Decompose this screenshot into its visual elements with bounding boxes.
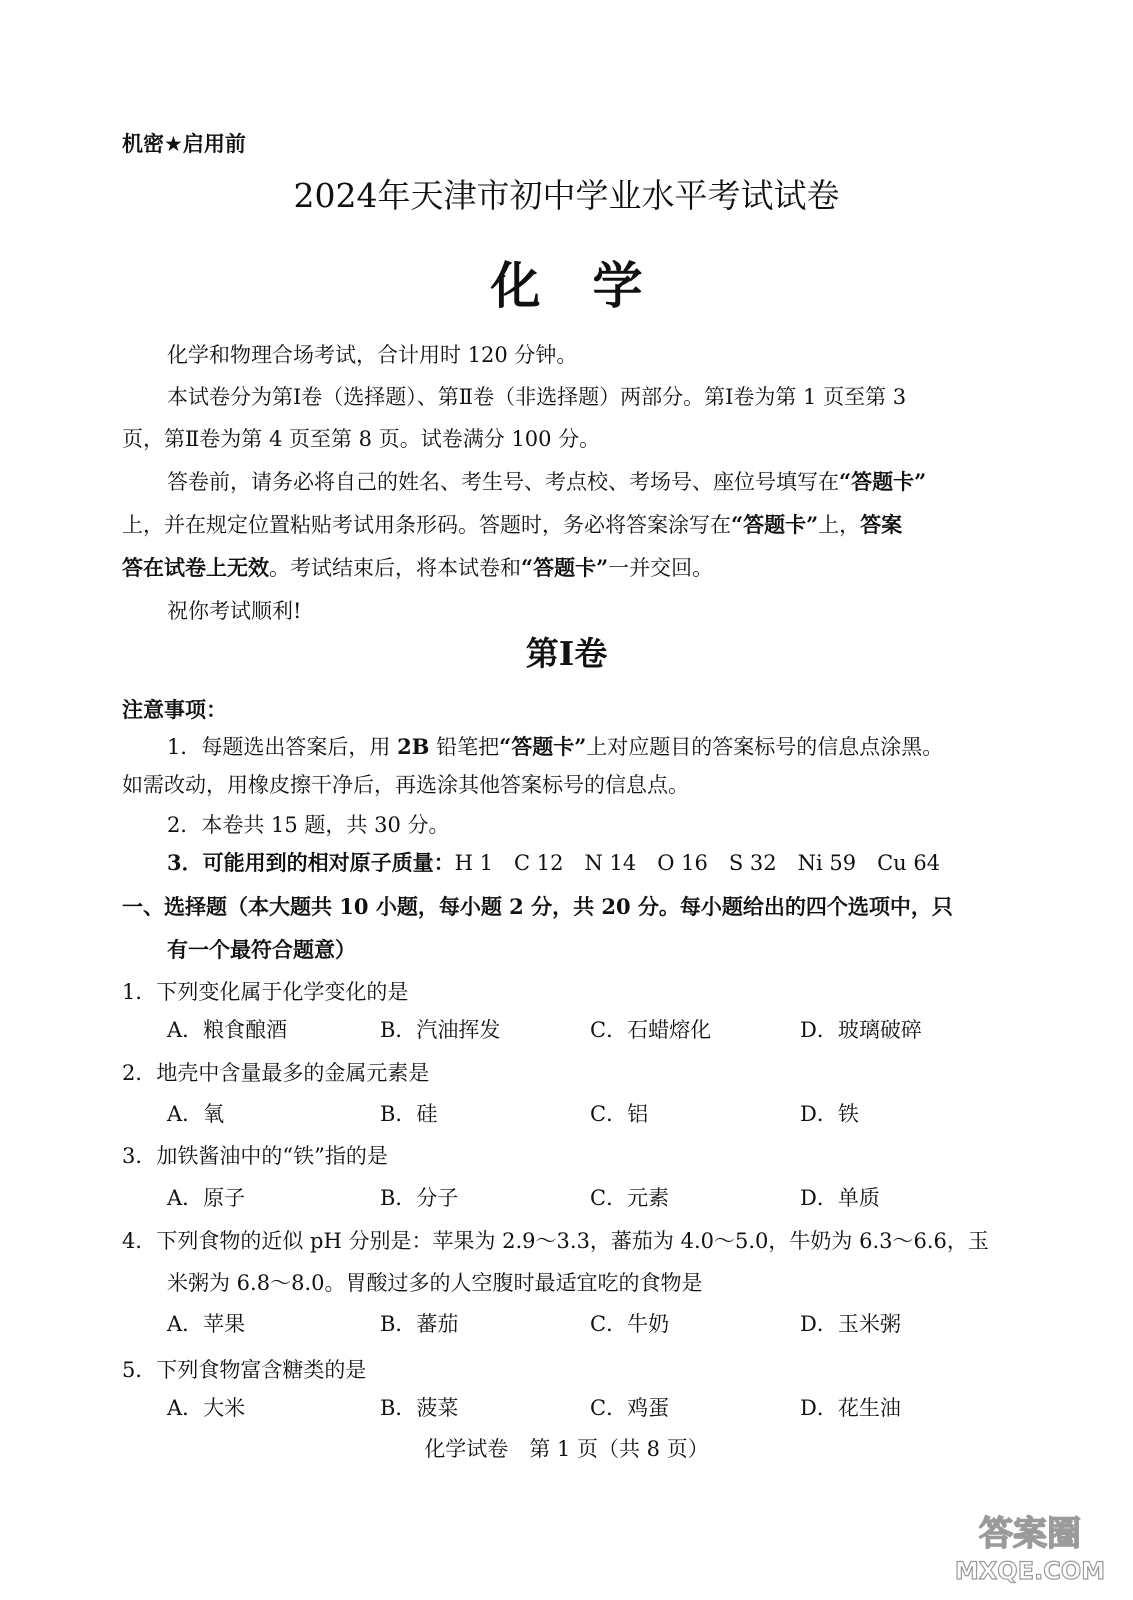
section-heading-line-1: 一、选择题（本大题共 10 小题，每小题 2 分，共 20 分。每小题给出的四个选项中，只 (122, 894, 953, 919)
atomic-mass-values: H 1 C 12 N 14 O 16 S 32 Ni 59 Cu 64 (454, 851, 941, 875)
answer-card-bold: “答题卡” (839, 469, 927, 494)
watermark-text: 答案圈 (979, 1514, 1081, 1554)
pencil-bold: 2B (397, 734, 430, 759)
intro-line-5 (122, 511, 902, 539)
option-3b: B．分子 (380, 1186, 459, 1210)
option-3d: D．单质 (800, 1186, 880, 1210)
option-2a: A．氧 (167, 1102, 225, 1126)
question-5-stem: 5．下列食物富含糖类的是 (122, 1358, 367, 1382)
option-2b: B．硅 (380, 1102, 438, 1126)
option-1b: B．汽油挥发 (380, 1018, 501, 1042)
page-footer: 化学试卷 第 1 页（共 8 页） (424, 1437, 709, 1461)
question-1-stem: 1．下列变化属于化学变化的是 (122, 980, 409, 1004)
notice-text: 铅笔把 (436, 735, 500, 759)
option-1a: A．粮食酿酒 (167, 1018, 288, 1042)
exam-title: 2024年天津市初中学业水平考试试卷 (293, 176, 840, 215)
option-1c: C．石蜡熔化 (590, 1018, 712, 1042)
invalid-bold: 答在试卷上无效 (122, 555, 269, 580)
subject-title: 化学 (490, 256, 695, 315)
notice-item-1-line-2: 如需改动，用橡皮擦干净后，再选涂其他答案标号的信息点。 (122, 773, 689, 797)
option-3c: C．元素 (590, 1186, 670, 1210)
answer-bold: 答案 (860, 512, 903, 537)
intro-text: 答卷前，请务必将自己的姓名、考生号、考点校、考场号、座位号填写在 (167, 470, 839, 494)
answer-card-bold: “答题卡” (731, 512, 819, 537)
notice-item-2: 2．本卷共 15 题，共 30 分。 (167, 813, 450, 837)
intro-text: 一并交回。 (608, 556, 714, 580)
intro-line-4 (167, 468, 926, 496)
intro-text: 。考试结束后，将本试卷和 (269, 556, 521, 580)
intro-line-1: 化学和物理合场考试，合计用时 120 分钟。 (167, 343, 578, 367)
option-4c: C．牛奶 (590, 1312, 670, 1336)
watermark-url: MXQE.COM (955, 1557, 1105, 1585)
intro-text: 上，并在规定位置粘贴考试用条形码。答题时，务必将答案涂写在 (122, 513, 731, 537)
atomic-mass-label: 3．可能用到的相对原子质量： (167, 850, 455, 875)
intro-line-7: 祝你考试顺利! (167, 599, 302, 623)
question-4-stem-line-2: 米粥为 6.8～8.0。胃酸过多的人空腹时最适宜吃的食物是 (167, 1271, 703, 1295)
option-4d: D．玉米粥 (800, 1312, 901, 1336)
section-heading-line-2: 有一个最符合题意） (167, 937, 356, 962)
option-3a: A．原子 (167, 1186, 246, 1210)
notice-item-1 (167, 733, 943, 761)
intro-line-6 (122, 554, 713, 582)
option-5d: D．花生油 (800, 1396, 901, 1420)
option-2d: D．铁 (800, 1102, 859, 1126)
intro-line-2: 本试卷分为第Ⅰ卷（选择题）、第Ⅱ卷（非选择题）两部分。第Ⅰ卷为第 1 页至第 3 (167, 385, 907, 409)
notice-text: 1．每题选出答案后，用 (167, 735, 391, 759)
intro-line-3: 页，第Ⅱ卷为第 4 页至第 8 页。试卷满分 100 分。 (122, 427, 601, 451)
option-5b: B．菠菜 (380, 1396, 459, 1420)
watermark-logo (955, 1505, 1105, 1585)
answer-card-bold: “答题卡” (521, 555, 609, 580)
option-5c: C．鸡蛋 (590, 1396, 670, 1420)
confidential-label: 机密★启用前 (122, 132, 246, 156)
question-3-stem: 3．加铁酱油中的“铁”指的是 (122, 1144, 388, 1168)
question-2-stem: 2．地壳中含量最多的金属元素是 (122, 1061, 430, 1085)
volume-title: 第Ⅰ卷 (525, 634, 608, 673)
option-1d: D．玻璃破碎 (800, 1018, 922, 1042)
option-2c: C．铝 (590, 1102, 649, 1126)
option-4b: B．蕃茄 (380, 1312, 459, 1336)
option-5a: A．大米 (167, 1396, 246, 1420)
notice-heading: 注意事项： (122, 698, 227, 722)
intro-text: 上， (818, 513, 861, 537)
question-4-stem: 4．下列食物的近似 pH 分别是：苹果为 2.9～3.3，蕃茄为 4.0～5.0，牛奶为 6.3～6.6，玉 (122, 1229, 989, 1253)
notice-item-3 (167, 849, 940, 877)
option-4a: A．苹果 (167, 1312, 246, 1336)
notice-text: 上对应题目的答案标号的信息点涂黑。 (586, 735, 944, 759)
answer-card-bold: “答题卡” (499, 734, 587, 759)
